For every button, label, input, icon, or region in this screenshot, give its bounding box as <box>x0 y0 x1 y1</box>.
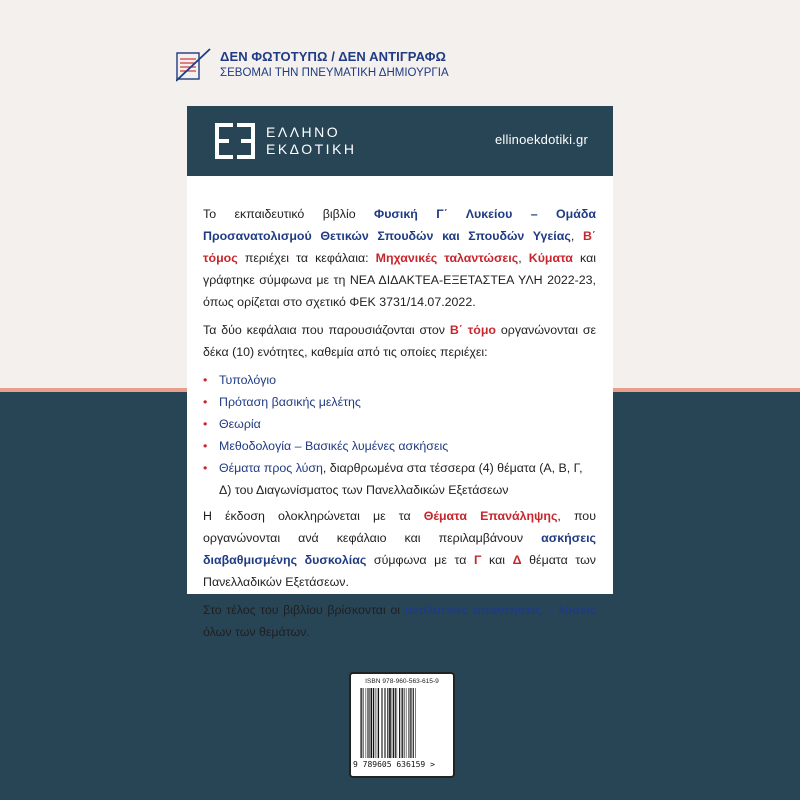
text-fragment: , που οργανώνονται ανά κεφάλαιο και περιλαμβάνουν <box>203 509 596 545</box>
bullet-icon: • <box>203 461 208 475</box>
text-fragment: Τα δύο κεφάλαια που παρουσιάζονται στον <box>203 323 450 337</box>
list-item-label: Θεωρία <box>219 417 261 431</box>
chapter-name: Κύματα <box>528 251 573 265</box>
text-fragment: θέματα των Πανελλαδικών Εξετάσεων. <box>203 553 596 589</box>
volume-label: Β΄ τόμο <box>449 323 497 337</box>
isbn-label: ISBN 978-960-563-615-9 <box>365 678 439 685</box>
section-contents-list <box>203 369 596 501</box>
text-fragment: Το εκπαιδευτικό βιβλίο <box>203 207 375 221</box>
barcode-bar <box>395 688 396 758</box>
publisher-name <box>266 124 357 158</box>
list-item-rest: , διαρθρωμένα στα τέσσερα (4) θέματα (Α, Β, Γ, Δ) του Διαγωνίσματος των Πανελλαδικών Εξετάσεων <box>219 461 583 497</box>
barcode-bar <box>415 688 416 758</box>
barcode-bar <box>378 688 379 758</box>
barcode-bar <box>361 688 362 758</box>
volume-label: Β΄ τόμος <box>203 229 597 265</box>
structure-paragraph <box>203 319 596 363</box>
barcode-bar <box>360 688 361 758</box>
barcode-bar <box>399 688 400 758</box>
isbn-barcode <box>349 672 455 778</box>
barcode-bar <box>406 688 407 758</box>
barcode-bar <box>367 688 368 758</box>
barcode-bar <box>384 688 385 758</box>
highlight-text: Δ <box>512 553 522 567</box>
copy-notice-subtitle: ΣΕΒΟΜΑΙ ΤΗΝ ΠΝΕΥΜΑΤΙΚΗ ΔΗΜΙΟΥΡΓΙΑ <box>220 67 449 79</box>
barcode-bar <box>411 688 412 758</box>
barcode-bar <box>408 688 409 758</box>
highlight-text: ασκήσεις διαβαθμισμένης δυσκολίας <box>203 531 596 567</box>
barcode-bar <box>373 688 374 758</box>
barcode-bar <box>371 688 373 758</box>
bullet-icon: • <box>203 417 208 431</box>
bullet-icon: • <box>203 373 208 387</box>
text-fragment: Η έκδοση ολοκληρώνεται με τα <box>203 509 424 523</box>
barcode-bar <box>397 688 398 758</box>
bullet-icon: • <box>203 439 208 453</box>
copy-notice-title: ΔΕΝ ΦΩΤΟΤΥΠΩ / ΔΕΝ ΑΝΤΙΓΡΑΦΩ <box>220 49 447 64</box>
list-item <box>203 369 596 391</box>
no-photocopy-icon <box>176 47 212 83</box>
list-item <box>203 391 596 413</box>
text-fragment: σύμφωνα με τα <box>366 553 474 567</box>
text-fragment: και <box>481 553 513 567</box>
barcode-bar <box>404 688 405 758</box>
barcode-bar <box>385 688 386 758</box>
barcode-bar <box>382 688 383 758</box>
barcode-bars <box>359 688 445 758</box>
barcode-bar <box>363 688 364 758</box>
highlight-text: Θέματα Επανάληψης <box>423 509 558 523</box>
text-fragment: , <box>570 229 583 243</box>
answers-paragraph <box>203 599 596 643</box>
barcode-bar <box>387 688 388 758</box>
list-item-label: Μεθοδολογία – Βασικές λυμένες ασκήσεις <box>219 439 449 453</box>
barcode-digits: 9 789605 636159 > <box>353 760 435 769</box>
text-fragment: και γράφτηκε σύμφωνα με τη ΝΕΑ ΔΙΔΑΚΤΕΑ-ΕΞΕΤΑΣΤΕΑ ΥΛΗ 2022-23, όπως ορίζεται στο σχετικό ΦΕΚ 3731/14.07.2022. <box>203 251 597 309</box>
list-item-label: Θέματα προς λύση <box>219 461 323 475</box>
text-fragment: περιέχει τα κεφάλαια: <box>237 251 376 265</box>
barcode-bar <box>369 688 370 758</box>
barcode-bar <box>366 688 367 758</box>
text-fragment: Στο τέλος του βιβλίου βρίσκονται οι <box>203 603 405 617</box>
ellinoekdotiki-logo <box>215 123 255 159</box>
text-fragment: , <box>518 251 529 265</box>
intro-paragraph <box>203 203 596 313</box>
barcode-bar <box>389 688 391 758</box>
text-fragment: όλων των θεμάτων. <box>203 625 310 639</box>
description-card <box>187 106 613 639</box>
barcode-bar <box>377 688 378 758</box>
highlight-text: Γ <box>473 553 482 567</box>
publisher-name-line2: ΕΚΔΟΤΙΚΗ <box>266 141 357 157</box>
barcode-bar <box>401 688 402 758</box>
description-text <box>203 203 596 649</box>
barcode-bar <box>375 688 376 758</box>
barcode-bar <box>410 688 411 758</box>
publisher-name-line1: ΕΛΛΗΝΟ <box>266 124 341 140</box>
list-item-label: Τυπολόγιο <box>219 373 277 387</box>
barcode-bar <box>402 688 403 758</box>
list-item <box>203 413 596 435</box>
barcode-bar <box>381 688 382 758</box>
book-title: Φυσική Γ΄ Λυκείου – Ομάδα Προσανατολισμού Θετικών Σπουδών και Σπουδών Υγείας <box>203 207 596 243</box>
bullet-icon: • <box>203 395 208 409</box>
barcode-bar <box>413 688 414 758</box>
list-item-label: Πρόταση βασικής μελέτης <box>219 395 361 409</box>
highlight-text: αναλυτικές απαντήσεις – λύσεις <box>404 603 596 617</box>
barcode-bar <box>392 688 393 758</box>
publisher-url: ellinoekdotiki.gr <box>494 132 588 147</box>
publisher-header <box>187 106 613 176</box>
chapter-name: Μηχανικές ταλαντώσεις <box>375 251 519 265</box>
list-item <box>203 435 596 457</box>
list-item <box>203 457 596 501</box>
text-fragment: οργανώνονται σε δέκα (10) ενότητες, καθεμία από τις οποίες περιέχει: <box>203 323 597 359</box>
review-paragraph <box>203 505 596 593</box>
barcode-bar <box>393 688 394 758</box>
